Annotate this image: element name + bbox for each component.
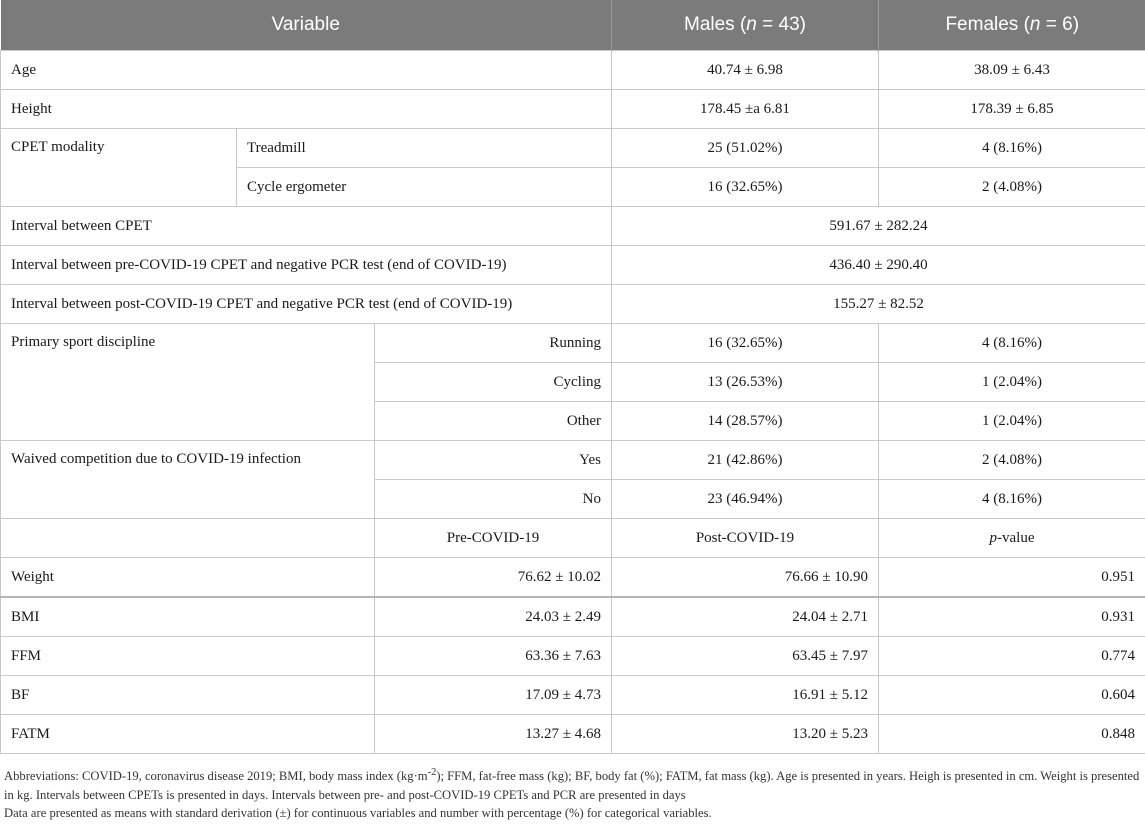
cell-males: 14 (28.57%) bbox=[612, 402, 879, 441]
header-males: Males (n = 43) bbox=[612, 0, 879, 51]
table-subheader-row bbox=[1, 519, 1145, 558]
table-row-bmi bbox=[1, 597, 1145, 637]
table-row-waived-yes bbox=[1, 441, 1145, 480]
cell-p: 0.951 bbox=[879, 558, 1145, 598]
row-label: Age bbox=[1, 51, 612, 90]
table-footnote bbox=[0, 754, 1145, 823]
row-label: Weight bbox=[1, 558, 375, 598]
sub-label: Running bbox=[375, 324, 612, 363]
cell-combined: 591.67 ± 282.24 bbox=[612, 207, 1145, 246]
cell-post: 24.04 ± 2.71 bbox=[612, 597, 879, 637]
cell-combined: 155.27 ± 82.52 bbox=[612, 285, 1145, 324]
cell-post: 16.91 ± 5.12 bbox=[612, 676, 879, 715]
cell-females: 2 (4.08%) bbox=[879, 441, 1145, 480]
cell-pre: 17.09 ± 4.73 bbox=[375, 676, 612, 715]
table-row-sport-running bbox=[1, 324, 1145, 363]
table-row-cpet-treadmill bbox=[1, 129, 1145, 168]
cell-combined: 436.40 ± 290.40 bbox=[612, 246, 1145, 285]
cell-pre: 76.62 ± 10.02 bbox=[375, 558, 612, 598]
table-row-bf bbox=[1, 676, 1145, 715]
cell-males: 25 (51.02%) bbox=[612, 129, 879, 168]
table-header-row bbox=[1, 0, 1145, 51]
table-row-height bbox=[1, 90, 1145, 129]
sub-label: Treadmill bbox=[237, 129, 612, 168]
footnote-abbreviations: Abbreviations: COVID-19, coronavirus disease 2019; BMI, body mass index $(kg\cdot m^{-2})$; FFM, fat-free mass (kg); BF, body fat (%); FATM, fat mass (kg). Age is presented in years. Heigh is presented in cm. Weight is presented in kg. Intervals between CPETs is presented in days. Intervals between pre- and post-COVID-19 CPETs and PCR are presented in days bbox=[4, 767, 1140, 802]
table-row-age bbox=[1, 51, 1145, 90]
row-label: Waived competition due to COVID-19 infection bbox=[1, 441, 375, 519]
cell-males: 21 (42.86%) bbox=[612, 441, 879, 480]
cell-p: 0.774 bbox=[879, 637, 1145, 676]
header-females: Females (n = 6) bbox=[879, 0, 1145, 51]
cell-pre: 13.27 ± 4.68 bbox=[375, 715, 612, 754]
sub-label: Other bbox=[375, 402, 612, 441]
cell-females: 2 (4.08%) bbox=[879, 168, 1145, 207]
table-row-ffm bbox=[1, 637, 1145, 676]
cell-females: 38.09 ± 6.43 bbox=[879, 51, 1145, 90]
subheader-blank bbox=[1, 519, 375, 558]
row-label: BF bbox=[1, 676, 375, 715]
cell-females: 1 (2.04%) bbox=[879, 402, 1145, 441]
row-label: BMI bbox=[1, 597, 375, 637]
cell-females: 1 (2.04%) bbox=[879, 363, 1145, 402]
cell-females: 178.39 ± 6.85 bbox=[879, 90, 1145, 129]
sub-label: No bbox=[375, 480, 612, 519]
table-row-interval-cpet bbox=[1, 207, 1145, 246]
cell-males: 16 (32.65%) bbox=[612, 168, 879, 207]
row-label: Primary sport discipline bbox=[1, 324, 375, 441]
cell-post: 63.45 ± 7.97 bbox=[612, 637, 879, 676]
row-label: FATM bbox=[1, 715, 375, 754]
cell-males: 178.45 ±a 6.81 bbox=[612, 90, 879, 129]
row-label: CPET modality bbox=[1, 129, 237, 207]
header-variable: Variable bbox=[1, 0, 612, 51]
cell-p: 0.604 bbox=[879, 676, 1145, 715]
cell-p: 0.931 bbox=[879, 597, 1145, 637]
cell-females: 4 (8.16%) bbox=[879, 129, 1145, 168]
subheader-pre: Pre-COVID-19 bbox=[375, 519, 612, 558]
row-label: Interval between pre-COVID-19 CPET and negative PCR test (end of COVID-19) bbox=[1, 246, 612, 285]
cell-males: 13 (26.53%) bbox=[612, 363, 879, 402]
cell-p: 0.848 bbox=[879, 715, 1145, 754]
sub-label: Cycling bbox=[375, 363, 612, 402]
cell-males: 16 (32.65%) bbox=[612, 324, 879, 363]
table-row-interval-pre bbox=[1, 246, 1145, 285]
table-row-interval-post bbox=[1, 285, 1145, 324]
cell-males: 40.74 ± 6.98 bbox=[612, 51, 879, 90]
sub-label: Cycle ergometer bbox=[237, 168, 612, 207]
subheader-p-value: p-value bbox=[879, 519, 1145, 558]
table-row-fatm bbox=[1, 715, 1145, 754]
row-label: Interval between CPET bbox=[1, 207, 612, 246]
cell-pre: 63.36 ± 7.63 bbox=[375, 637, 612, 676]
cell-males: 23 (46.94%) bbox=[612, 480, 879, 519]
footnote-data-note: Data are presented as means with standard derivation (±) for continuous variables and number with percentage (%) for categorical variables. bbox=[4, 806, 712, 821]
cell-females: 4 (8.16%) bbox=[879, 324, 1145, 363]
cell-females: 4 (8.16%) bbox=[879, 480, 1145, 519]
cell-pre: 24.03 ± 2.49 bbox=[375, 597, 612, 637]
table-row-weight bbox=[1, 558, 1145, 598]
subheader-post: Post-COVID-19 bbox=[612, 519, 879, 558]
row-label: FFM bbox=[1, 637, 375, 676]
row-label: Height bbox=[1, 90, 612, 129]
row-label: Interval between post-COVID-19 CPET and negative PCR test (end of COVID-19) bbox=[1, 285, 612, 324]
sub-label: Yes bbox=[375, 441, 612, 480]
cell-post: 76.66 ± 10.90 bbox=[612, 558, 879, 598]
cell-post: 13.20 ± 5.23 bbox=[612, 715, 879, 754]
